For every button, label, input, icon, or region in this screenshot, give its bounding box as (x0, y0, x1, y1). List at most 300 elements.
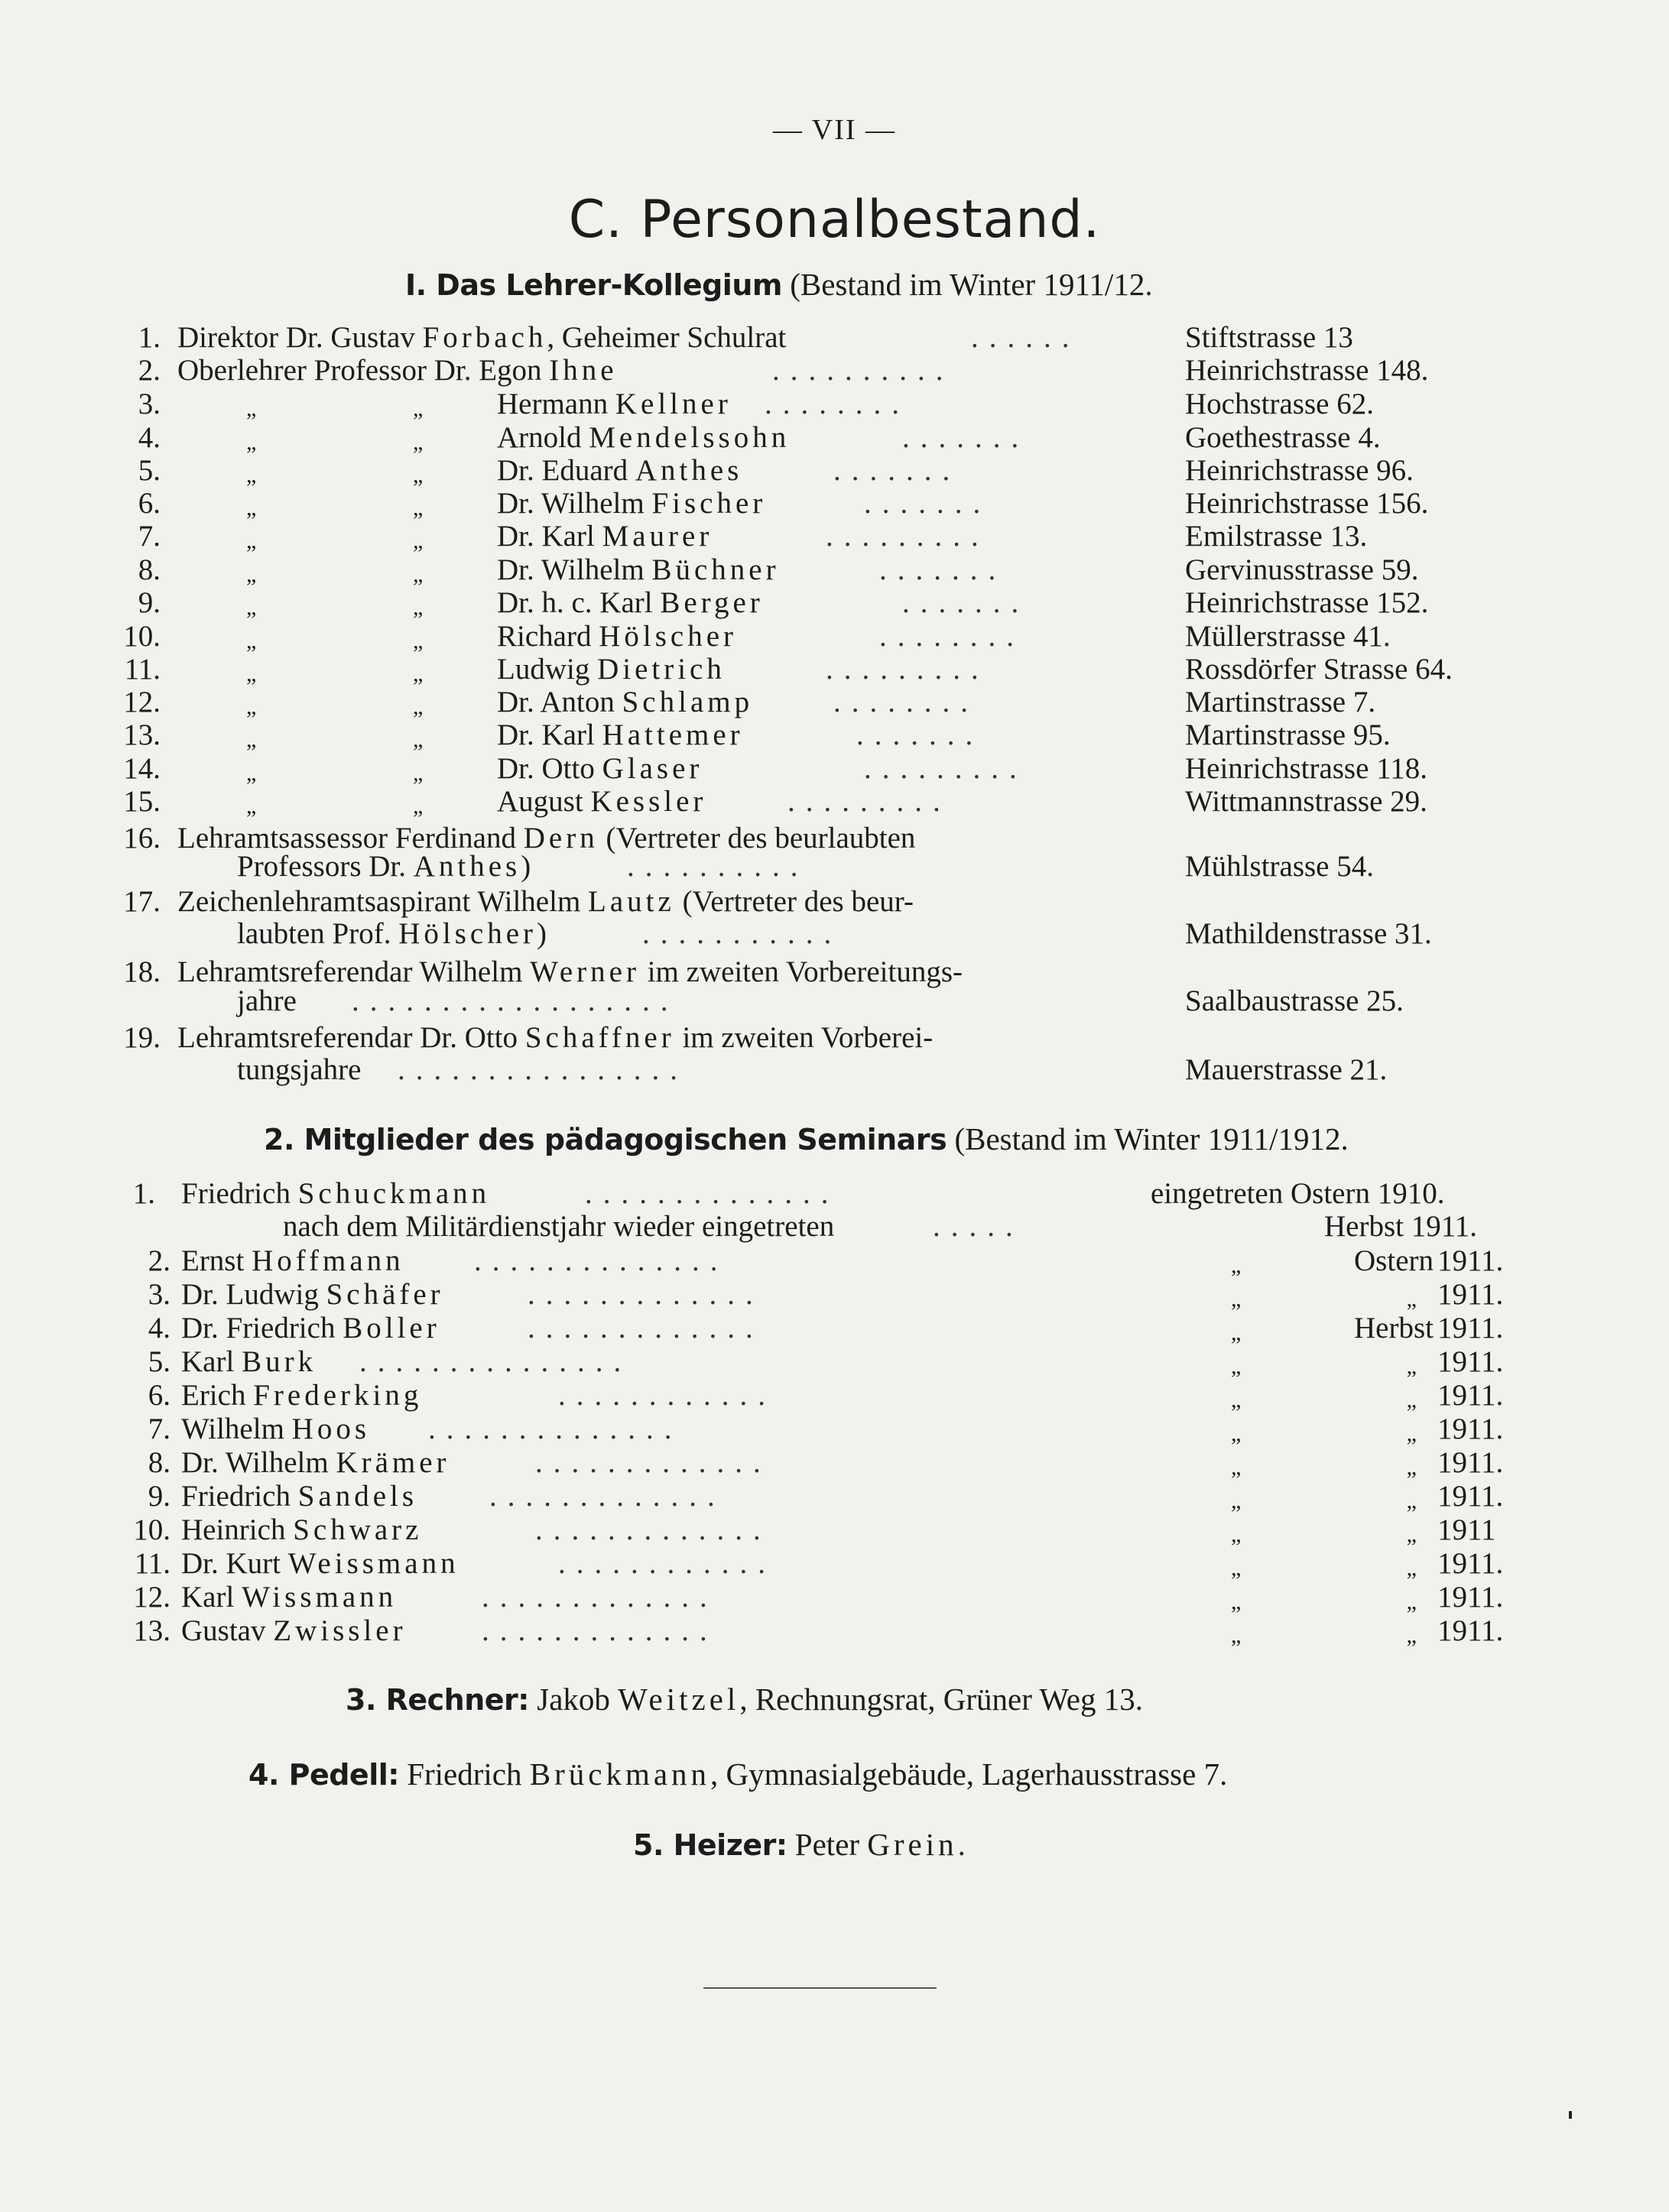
section3-firstname: Jakob (537, 1682, 610, 1717)
teacher-firstname: Dr. Wilhelm (497, 487, 645, 520)
teacher-address: Heinrichstrasse 148. (1185, 354, 1429, 387)
teacher-entry (497, 421, 790, 455)
teacher-entry (177, 354, 618, 388)
leader-dots: ............ (558, 1379, 776, 1412)
row-number: 16. (123, 822, 161, 855)
row-number: 12. (133, 1581, 170, 1614)
teacher-entry (177, 321, 786, 355)
row-number: 2. (138, 354, 161, 387)
section1-heading-bold: I. Das Lehrer-Kollegium (405, 268, 782, 302)
teacher-surname: Lautz (588, 885, 675, 918)
teacher-surname: Mendelssohn (589, 421, 791, 454)
seminar-surname: Burk (242, 1345, 317, 1378)
section5-heizer (633, 1826, 966, 1863)
ditto-mark: „ (246, 528, 257, 553)
leader-dots: ....... (856, 718, 984, 751)
seminar-entry (181, 1177, 490, 1211)
seminar-entry (181, 1446, 450, 1480)
seminar-note-row (0, 1210, 1669, 1244)
ditto-mark: „ (1231, 1320, 1242, 1345)
teacher-surname: Maurer (602, 520, 713, 553)
row-number: 7. (138, 520, 161, 553)
teacher-firstname: Arnold (497, 421, 582, 454)
row-number: 1. (138, 321, 161, 354)
teacher-address: Wittmannstrasse 29. (1185, 785, 1427, 818)
page-mark (1569, 2111, 1572, 2119)
teacher-row-cont (0, 1053, 1669, 1087)
seminar-surname: Boller (343, 1312, 440, 1344)
ditto-mark: „ (246, 694, 257, 719)
seminar-term: „ (1406, 1387, 1417, 1413)
row-number: 10. (133, 1513, 170, 1546)
teacher-firstname: Richard (497, 620, 592, 653)
row-number: 19. (123, 1021, 161, 1054)
teacher-firstname: Dr. Otto (497, 752, 595, 785)
teacher-surname: Dietrich (597, 653, 726, 686)
teacher-note: (Vertreter des beur- (682, 885, 914, 918)
ditto-mark: „ (1231, 1488, 1242, 1513)
seminar-status: Herbst 1911. (1324, 1210, 1478, 1243)
teacher-surname: Fischer (651, 487, 767, 520)
leader-dots: ................ (398, 1053, 688, 1086)
section4-surname: Brückmann (529, 1756, 711, 1792)
row-number: 9. (138, 586, 161, 619)
row-number: 15. (123, 785, 161, 818)
teacher-entry (497, 686, 753, 719)
seminar-year: 1911. (1437, 1413, 1504, 1445)
seminar-row (0, 1446, 1669, 1480)
teacher-title: Lehramtsreferendar Wilhelm (177, 955, 523, 988)
seminar-term: „ (1406, 1589, 1417, 1614)
teacher-address: Hochstrasse 62. (1185, 388, 1374, 420)
teacher-entry-cont (237, 850, 531, 884)
ditto-mark: „ (413, 793, 424, 819)
closing-rule (703, 1987, 937, 1989)
row-number: 11. (134, 1547, 170, 1580)
row-number: 8. (138, 553, 161, 586)
teacher-surname: Hölscher (398, 917, 537, 950)
seminar-entry (181, 1312, 440, 1345)
ditto-mark: „ (246, 595, 257, 620)
teacher-address: Martinstrasse 7. (1185, 686, 1376, 718)
seminar-surname: Hoos (291, 1413, 370, 1445)
row-number: 5. (138, 454, 161, 487)
seminar-term: „ (1406, 1354, 1417, 1379)
page-title: C. Personalbestand. (568, 190, 1101, 250)
teacher-entry (497, 718, 744, 752)
ditto-mark: „ (413, 628, 424, 654)
teacher-note: ) (521, 850, 531, 883)
row-number: 6. (148, 1379, 170, 1412)
page-number: — VII — (772, 114, 897, 146)
ditto-mark: „ (1231, 1286, 1242, 1312)
seminar-entry (181, 1614, 407, 1648)
seminar-surname: Schäfer (326, 1278, 444, 1311)
seminar-term: „ (1406, 1555, 1417, 1581)
teacher-surname: Berger (660, 586, 764, 619)
teacher-entry (497, 586, 764, 620)
teacher-surname: Kellner (615, 388, 732, 420)
section4-pedell (248, 1756, 1227, 1792)
teacher-surname: Hölscher (599, 620, 738, 653)
seminar-firstname: Erich (181, 1379, 246, 1412)
leader-dots: ............. (482, 1581, 718, 1614)
teacher-address: Müllerstrasse 41. (1185, 620, 1391, 653)
teacher-entry (497, 454, 742, 488)
seminar-entry (181, 1413, 370, 1446)
seminar-row (0, 1513, 1669, 1547)
seminar-row (0, 1413, 1669, 1446)
leader-dots: .............. (474, 1244, 729, 1277)
teacher-surname: Ihne (549, 354, 618, 387)
teacher-surname: Forbach (422, 321, 547, 354)
seminar-note: nach dem Militärdienstjahr wieder eingetreten (283, 1210, 835, 1243)
section4-firstname: Friedrich (407, 1756, 522, 1792)
seminar-year: 1911. (1437, 1244, 1504, 1277)
seminar-surname: Krämer (336, 1446, 450, 1479)
row-number: 13. (123, 718, 161, 751)
leader-dots: ......... (864, 752, 1028, 785)
section3-rechner (346, 1681, 1143, 1717)
section3-label: 3. Rechner: (346, 1683, 529, 1717)
seminar-year: 1911. (1437, 1547, 1504, 1580)
ditto-mark: „ (1231, 1623, 1242, 1648)
section4-detail: , Gymnasialgebäude, Lagerhausstrasse 7. (710, 1756, 1228, 1792)
leader-dots: .............. (428, 1413, 683, 1445)
section3-surname: Weitzel (618, 1682, 740, 1717)
teacher-entry (497, 653, 726, 686)
seminar-row (0, 1312, 1669, 1345)
seminar-entry (181, 1278, 444, 1312)
teacher-note: im zweiten Vorberei- (682, 1021, 934, 1054)
row-number: 5. (148, 1345, 170, 1378)
ditto-mark: „ (246, 793, 257, 819)
teacher-address: Martinstrasse 95. (1185, 718, 1391, 751)
section2-heading (264, 1121, 1349, 1157)
seminar-surname: Frederking (253, 1379, 423, 1412)
seminar-entry (181, 1581, 397, 1614)
teacher-surname: Hattemer (602, 718, 744, 751)
teacher-row (0, 718, 1669, 752)
teacher-note: tungsjahre (237, 1053, 362, 1086)
leader-dots: .......... (627, 850, 809, 883)
row-number: 3. (148, 1278, 170, 1311)
teacher-address: Mathildenstrasse 31. (1185, 917, 1432, 950)
teacher-entry (497, 785, 706, 819)
teacher-entry-cont (237, 917, 547, 951)
teacher-note: jahre (237, 984, 297, 1017)
teacher-firstname: Hermann (497, 388, 609, 420)
section1-heading-rest: (Bestand im Winter 1911/12. (790, 267, 1153, 302)
leader-dots: ........... (642, 917, 843, 950)
teacher-title: Oberlehrer Professor Dr. Egon (177, 354, 542, 387)
ditto-mark: „ (413, 727, 424, 752)
teacher-address: Saalbaustrasse 25. (1185, 984, 1404, 1017)
ditto-mark: „ (413, 562, 424, 587)
ditto-mark: „ (246, 761, 257, 786)
ditto-mark: „ (246, 661, 257, 686)
row-number: 11. (124, 653, 161, 686)
teacher-address: Stiftstrasse 13 (1185, 321, 1353, 354)
ditto-mark: „ (1231, 1555, 1242, 1581)
seminar-term: „ (1406, 1286, 1417, 1312)
ditto-mark: „ (413, 661, 424, 686)
seminar-year: 1911. (1437, 1312, 1504, 1344)
row-number: 7. (148, 1413, 170, 1445)
teacher-entry (497, 620, 737, 654)
seminar-firstname: Dr. Ludwig (181, 1278, 319, 1311)
seminar-row (0, 1244, 1669, 1278)
seminar-row (0, 1581, 1669, 1614)
row-number: 6. (138, 487, 161, 520)
teacher-row (0, 520, 1669, 553)
ditto-mark: „ (413, 694, 424, 719)
seminar-term: Ostern (1354, 1244, 1434, 1277)
ditto-mark: „ (1231, 1589, 1242, 1614)
section5-detail: . (957, 1827, 966, 1862)
seminar-firstname: Gustav (181, 1614, 266, 1647)
teacher-address: Heinrichstrasse 96. (1185, 454, 1414, 487)
row-number: 13. (133, 1614, 170, 1647)
leader-dots: ....... (902, 586, 1030, 619)
teacher-row (0, 388, 1669, 421)
leader-dots: ........ (765, 388, 910, 420)
row-number: 4. (148, 1312, 170, 1344)
ditto-mark: „ (1231, 1354, 1242, 1379)
ditto-mark: „ (246, 462, 257, 488)
section5-surname: Grein (867, 1827, 958, 1862)
teacher-address: Heinrichstrasse 118. (1185, 752, 1427, 785)
teacher-title: Lehramtsreferendar Dr. Otto (177, 1021, 518, 1054)
teacher-firstname: August (497, 785, 583, 818)
teacher-address: Gervinusstrasse 59. (1185, 553, 1419, 586)
teacher-entry (177, 885, 914, 919)
seminar-row (0, 1547, 1669, 1581)
teacher-surname: Werner (530, 955, 640, 988)
row-number: 14. (123, 752, 161, 785)
seminar-term: „ (1406, 1421, 1417, 1446)
teacher-row (0, 686, 1669, 719)
seminar-year: 1911. (1437, 1480, 1504, 1513)
ditto-mark: „ (246, 727, 257, 752)
teacher-row (0, 421, 1669, 455)
ditto-mark: „ (1231, 1522, 1242, 1547)
row-number: 18. (123, 955, 161, 988)
teacher-surname: Schlamp (622, 686, 754, 718)
teacher-suffix: , Geheimer Schulrat (547, 321, 787, 354)
leader-dots: ............. (528, 1278, 764, 1311)
seminar-firstname: Dr. Friedrich (181, 1312, 336, 1344)
leader-dots: ............. (528, 1312, 764, 1344)
seminar-entry (181, 1345, 317, 1379)
teacher-entry (497, 388, 732, 421)
section5-label: 5. Heizer: (633, 1828, 787, 1862)
seminar-year: 1911. (1437, 1446, 1504, 1479)
seminar-firstname: Dr. Kurt (181, 1547, 281, 1580)
teacher-row (0, 553, 1669, 587)
teacher-surname: Büchner (651, 553, 780, 586)
teacher-address: Mühlstrasse 54. (1185, 850, 1374, 883)
teacher-row (0, 354, 1669, 388)
seminar-status: eingetreten Ostern 1910. (1151, 1177, 1445, 1210)
leader-dots: ....... (864, 487, 992, 520)
teacher-row (0, 454, 1669, 488)
row-number: 10. (123, 620, 161, 653)
leader-dots: ....... (902, 421, 1030, 454)
teacher-surname: Dern (523, 822, 599, 855)
leader-dots: ......... (787, 785, 951, 818)
seminar-firstname: Friedrich (181, 1480, 291, 1513)
teacher-firstname: Dr. Karl (497, 718, 595, 751)
seminar-surname: Zwissler (273, 1614, 407, 1647)
seminar-entry (181, 1480, 417, 1513)
ditto-mark: „ (413, 761, 424, 786)
row-number: 12. (123, 686, 161, 718)
seminar-row (0, 1278, 1669, 1312)
seminar-surname: Weissmann (287, 1547, 459, 1580)
teacher-firstname: Dr. Wilhelm (497, 553, 645, 586)
teacher-surname: Anthes (413, 850, 521, 883)
teacher-address: Rossdörfer Strasse 64. (1185, 653, 1453, 686)
row-number: 2. (148, 1244, 170, 1277)
ditto-mark: „ (246, 495, 257, 521)
teacher-row (0, 321, 1669, 355)
teacher-title: Zeichenlehramtsaspirant Wilhelm (177, 885, 581, 918)
row-number: 9. (148, 1480, 170, 1513)
seminar-row (0, 1345, 1669, 1379)
teacher-address: Heinrichstrasse 156. (1185, 487, 1429, 520)
ditto-mark: „ (1231, 1421, 1242, 1446)
ditto-mark: „ (246, 562, 257, 587)
teacher-firstname: Dr. Anton (497, 686, 615, 718)
seminar-year: 1911. (1437, 1614, 1504, 1647)
seminar-year: 1911. (1437, 1278, 1504, 1311)
leader-dots: ........ (879, 620, 1024, 653)
leader-dots: ......... (826, 520, 989, 553)
section3-detail: , Rechnungsrat, Grüner Weg 13. (739, 1682, 1144, 1717)
seminar-surname: Hoffmann (252, 1244, 404, 1277)
seminar-row (0, 1614, 1669, 1648)
ditto-mark: „ (413, 430, 424, 455)
ditto-mark: „ (1231, 1387, 1242, 1413)
teacher-row-cont (0, 917, 1669, 951)
leader-dots: .................. (352, 984, 679, 1017)
teacher-entry (497, 487, 766, 521)
leader-dots: .............. (585, 1177, 839, 1210)
teacher-firstname: Dr. Eduard (497, 454, 628, 487)
teacher-row-cont (0, 984, 1669, 1018)
teacher-entry (497, 520, 713, 553)
seminar-entry (181, 1244, 404, 1278)
teacher-address: Goethestrasse 4. (1185, 421, 1381, 454)
seminar-surname: Schwarz (293, 1513, 423, 1546)
ditto-mark: „ (413, 396, 424, 421)
ditto-mark: „ (413, 528, 424, 553)
leader-dots: .......... (772, 354, 954, 387)
teacher-address: Emilstrasse 13. (1185, 520, 1368, 553)
seminar-year: 1911. (1437, 1581, 1504, 1614)
row-number: 8. (148, 1446, 170, 1479)
teacher-surname: Anthes (635, 454, 743, 487)
seminar-term: „ (1406, 1488, 1417, 1513)
seminar-firstname: Heinrich (181, 1513, 286, 1546)
seminar-firstname: Wilhelm (181, 1413, 284, 1445)
ditto-mark: „ (413, 462, 424, 488)
teacher-firstname: Dr. Karl (497, 520, 595, 553)
seminar-surname: Sandels (297, 1480, 418, 1513)
seminar-row (0, 1177, 1669, 1211)
leader-dots: ............ (558, 1547, 776, 1580)
teacher-entry (497, 553, 780, 587)
ditto-mark: „ (246, 628, 257, 654)
teacher-surname: Schaffner (524, 1021, 675, 1054)
seminar-row (0, 1480, 1669, 1513)
seminar-firstname: Karl (181, 1581, 235, 1614)
leader-dots: ............... (359, 1345, 632, 1378)
teacher-title: Lehramtsassessor Ferdinand (177, 822, 516, 855)
teacher-firstname: Dr. h. c. Karl (497, 586, 653, 619)
section5-firstname: Peter (794, 1827, 860, 1862)
teacher-note: ) (537, 917, 547, 950)
leader-dots: ............. (535, 1446, 771, 1479)
seminar-term: „ (1406, 1623, 1417, 1648)
section1-heading (405, 266, 1153, 303)
teacher-row-cont (0, 850, 1669, 884)
teacher-row (0, 653, 1669, 686)
seminar-term: Herbst (1354, 1312, 1434, 1344)
teacher-row (0, 752, 1669, 786)
teacher-note: laubten Prof. (237, 917, 391, 950)
leader-dots: ....... (879, 553, 1007, 586)
leader-dots: ......... (826, 653, 989, 686)
seminar-year: 1911. (1437, 1345, 1504, 1378)
teacher-note: (Vertreter des beurlaubten (606, 822, 916, 855)
ditto-mark: „ (1231, 1253, 1242, 1278)
seminar-surname: Schuckmann (297, 1177, 491, 1210)
teacher-row (0, 785, 1669, 819)
teacher-surname: Kessler (590, 785, 707, 818)
seminar-entry (181, 1379, 422, 1413)
seminar-year: 1911 (1437, 1513, 1496, 1546)
seminar-entry (181, 1513, 422, 1547)
teacher-row (0, 885, 1669, 919)
row-number: 1. (132, 1177, 155, 1210)
seminar-surname: Wissmann (242, 1581, 398, 1614)
teacher-row (0, 487, 1669, 521)
ditto-mark: „ (413, 595, 424, 620)
seminar-term: „ (1406, 1455, 1417, 1480)
ditto-mark: „ (1231, 1455, 1242, 1480)
leader-dots: ........ (833, 686, 979, 718)
leader-dots: ............. (482, 1614, 718, 1647)
teacher-row (0, 620, 1669, 654)
seminar-year: 1911. (1437, 1379, 1504, 1412)
section2-heading-bold: 2. Mitglieder des pädagogischen Seminars (264, 1123, 947, 1156)
seminar-entry (181, 1547, 459, 1581)
seminar-firstname: Karl (181, 1345, 235, 1378)
teacher-note: Professors Dr. (237, 850, 406, 883)
teacher-entry (497, 752, 703, 786)
teacher-address: Heinrichstrasse 152. (1185, 586, 1429, 619)
leader-dots: ....... (833, 454, 961, 487)
teacher-row (0, 1021, 1669, 1055)
seminar-row (0, 1379, 1669, 1413)
row-number: 3. (138, 388, 161, 420)
teacher-surname: Glaser (602, 752, 703, 785)
teacher-address: Mauerstrasse 21. (1185, 1053, 1388, 1086)
seminar-term: „ (1406, 1522, 1417, 1547)
row-number: 4. (138, 421, 161, 454)
